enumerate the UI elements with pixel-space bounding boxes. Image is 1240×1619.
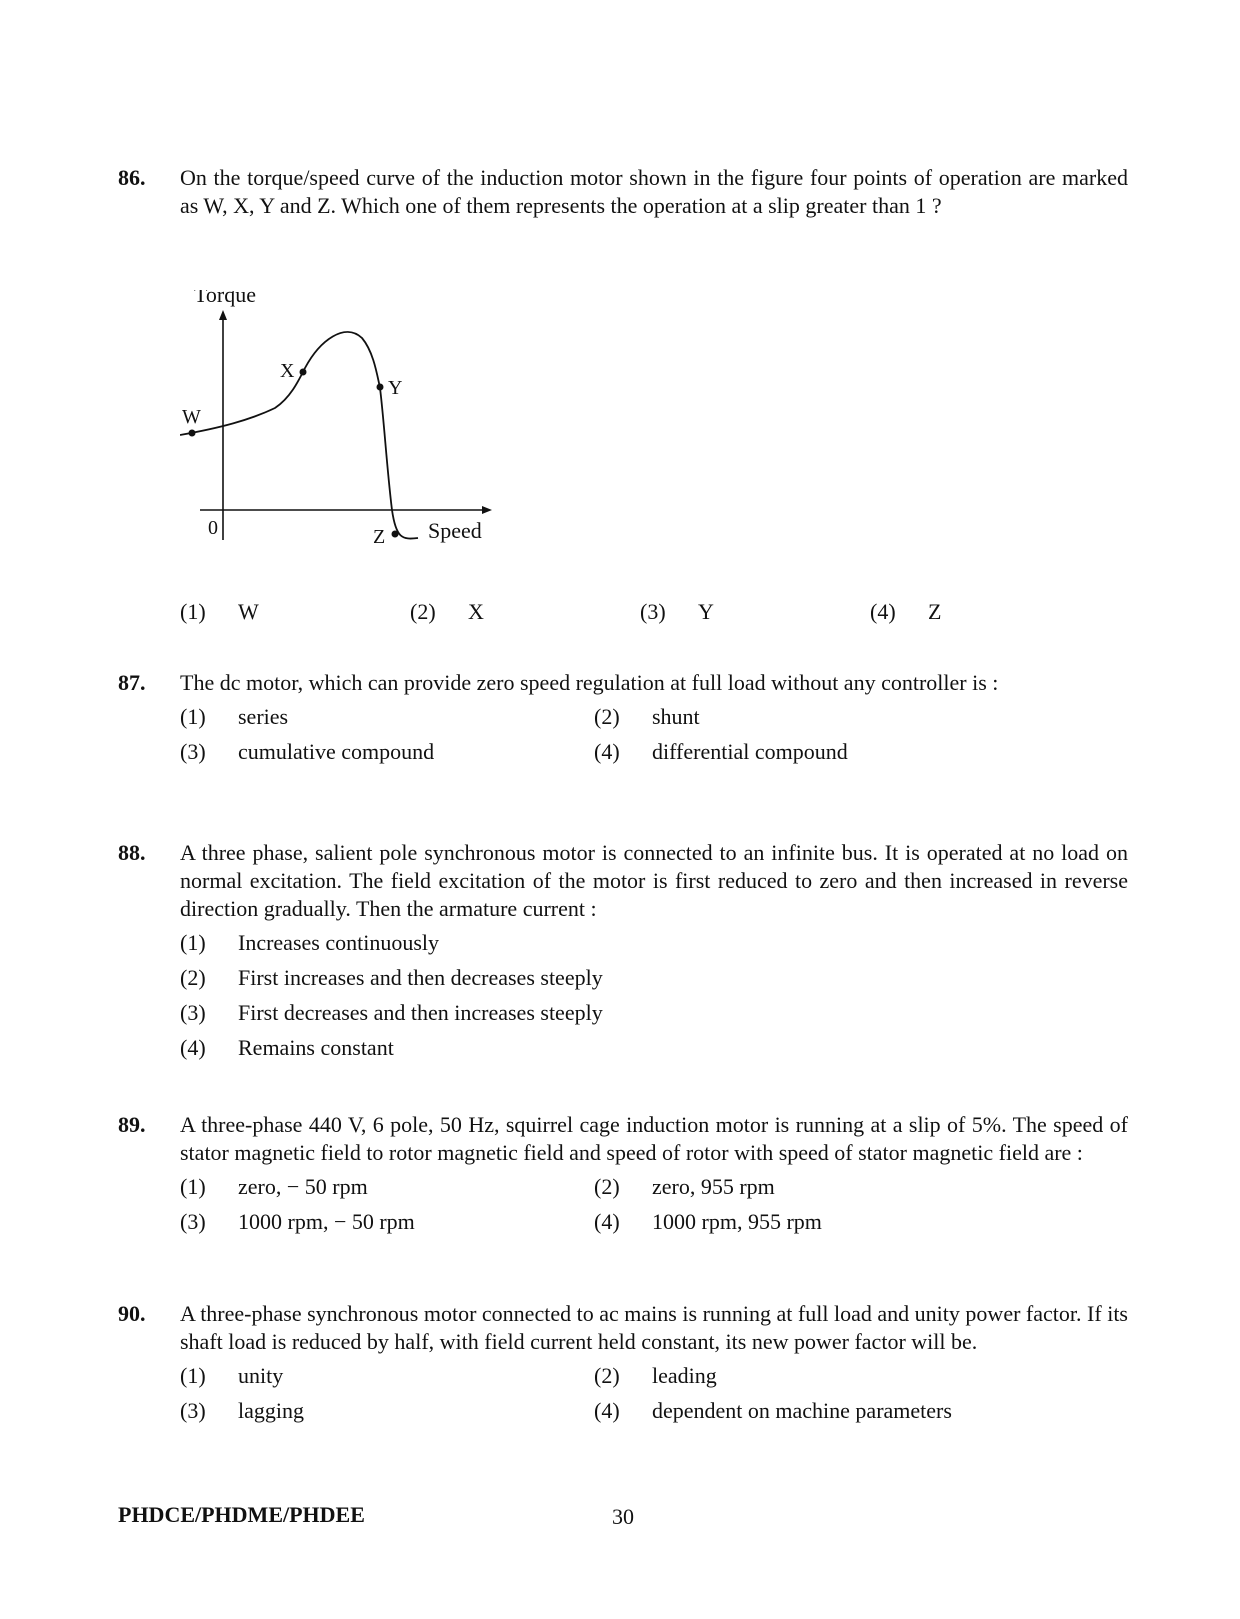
option-4[interactable]: (4) differential compound bbox=[594, 739, 848, 764]
option-4[interactable]: (4) Z bbox=[870, 599, 942, 624]
option-2[interactable]: (2) zero, 955 rpm bbox=[594, 1174, 775, 1199]
paper-code: PHDCE/PHDME/PHDEE bbox=[118, 1502, 365, 1527]
option-3[interactable]: (3) cumulative compound bbox=[180, 739, 435, 764]
question-86-options bbox=[118, 598, 1128, 628]
question-text: A three-phase 440 V, 6 pole, 50 Hz, squirrel cage induction motor is running at a slip of 5%. The speed of stator magnetic field to rotor magnetic field and speed of rotor with speed of stator magnetic field are : bbox=[180, 1112, 1128, 1165]
origin-label: 0 bbox=[208, 517, 218, 539]
question-number: 86. bbox=[118, 165, 146, 190]
question-text: A three phase, salient pole synchronous motor is connected to an infinite bus. It is operated at no load on normal excitation. The field excitation of the motor is first reduced to zero and then increased in reverse direction gradually. Then the armature current : bbox=[180, 840, 1128, 921]
point-x-label: X bbox=[280, 360, 295, 382]
option-1[interactable]: (1) W bbox=[180, 599, 259, 624]
option-4[interactable]: (4) Remains constant bbox=[180, 1035, 394, 1060]
point-y-label: Y bbox=[388, 377, 403, 399]
option-1[interactable]: (1) zero, − 50 rpm bbox=[180, 1174, 368, 1199]
question-87 bbox=[118, 669, 1128, 773]
torque-curve bbox=[180, 332, 418, 539]
point-z bbox=[392, 531, 399, 538]
option-2[interactable]: (2) shunt bbox=[594, 704, 700, 729]
option-3[interactable]: (3) Y bbox=[640, 599, 714, 624]
option-1[interactable]: (1) Increases continuously bbox=[180, 930, 439, 955]
option-3[interactable]: (3) 1000 rpm, − 50 rpm bbox=[180, 1209, 415, 1234]
option-1[interactable]: (1) series bbox=[180, 704, 289, 729]
point-w bbox=[189, 430, 196, 437]
question-86 bbox=[118, 164, 1128, 220]
question-text: The dc motor, which can provide zero speed regulation at full load without any controller is : bbox=[180, 670, 999, 695]
question-89 bbox=[118, 1111, 1128, 1243]
question-number: 88. bbox=[118, 840, 146, 865]
question-number: 87. bbox=[118, 670, 146, 695]
question-90 bbox=[118, 1300, 1128, 1432]
x-axis-arrow bbox=[482, 506, 492, 514]
option-3[interactable]: (3) lagging bbox=[180, 1398, 304, 1423]
question-number: 89. bbox=[118, 1112, 146, 1137]
option-4[interactable]: (4) dependent on machine parameters bbox=[594, 1398, 952, 1423]
y-axis-arrow bbox=[219, 310, 227, 320]
page-number: 30 bbox=[612, 1504, 634, 1529]
option-2[interactable]: (2) leading bbox=[594, 1363, 717, 1388]
question-number: 90. bbox=[118, 1301, 146, 1326]
question-88 bbox=[118, 839, 1128, 1069]
point-w-label: W bbox=[182, 406, 201, 428]
option-4[interactable]: (4) 1000 rpm, 955 rpm bbox=[594, 1209, 822, 1234]
question-text: On the torque/speed curve of the induction motor shown in the figure four points of operation are marked as W, X, Y and Z. Which one of them represents the operation at a slip greater than 1 ? bbox=[180, 165, 1128, 218]
torque-speed-figure bbox=[180, 290, 520, 575]
option-3[interactable]: (3) First decreases and then increases steeply bbox=[180, 1000, 603, 1025]
point-z-label: Z bbox=[373, 526, 386, 548]
option-1[interactable]: (1) unity bbox=[180, 1363, 284, 1388]
option-2[interactable]: (2) X bbox=[410, 599, 484, 624]
point-y bbox=[377, 384, 384, 391]
point-x bbox=[300, 369, 307, 376]
y-axis-label: Torque bbox=[194, 290, 256, 307]
x-axis-label: Speed bbox=[428, 518, 482, 543]
option-2[interactable]: (2) First increases and then decreases steeply bbox=[180, 965, 603, 990]
question-text: A three-phase synchronous motor connected to ac mains is running at full load and unity power factor. If its shaft load is reduced by half, with field current held constant, its new power factor will be. bbox=[180, 1301, 1128, 1354]
